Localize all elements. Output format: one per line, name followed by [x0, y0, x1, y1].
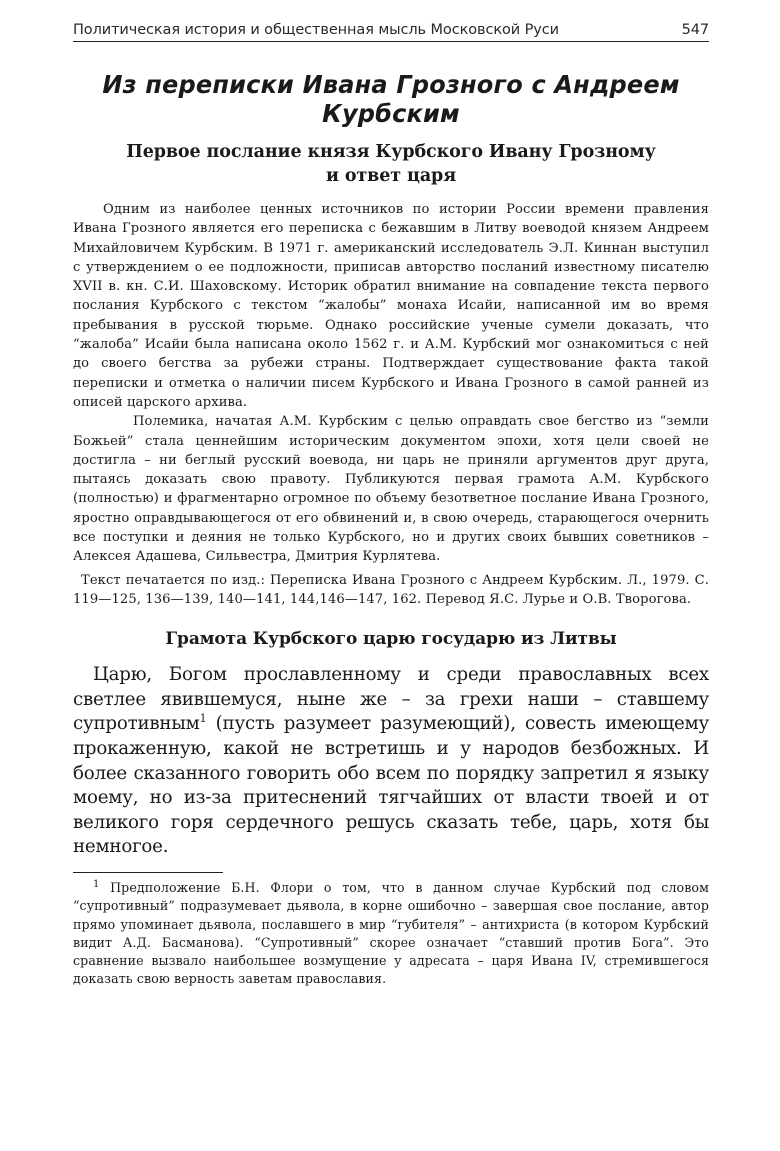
footnote	[73, 879, 709, 989]
footnote-marker: 1	[93, 878, 100, 890]
source-note: Текст печатается по изд.: Переписка Ивана Грозного с Андреем Курбским. Л., 1979. С. 119—125, 136—139, 140—141, 144,146—147, 162. Перевод Я.С. Лурье и О.В. Творогова.	[73, 572, 709, 607]
letter-text-part-1: Царю, Богом прославленному и среди православных всех светлее явившемуся, ныне же – за грехи наши – ставшему супротивным	[73, 664, 709, 735]
footnote-text: Предположение Б.Н. Флори о том, что в данном случае Курбский под словом “супротивный” подразумевает дьявола, в корне ошибочно – завершая свое послание, автор прямо упоминает дьявола, пославшего в мир “губителя” – антихриста (в котором Курбский видит А.Д. Басманова). “Супротивный” скорее означает “ставший против Бога”. Это сравнение вызвало наибольшее возмущение у адресата – царя Ивана IV, стремившегося доказать свою верность заветам православия.	[73, 879, 709, 987]
footnote-reference[interactable]: 1	[199, 712, 207, 726]
running-head	[73, 22, 709, 42]
section-title-line-1: Первое послание князя Курбского Ивану Грозному	[126, 142, 656, 162]
letter-text	[73, 663, 709, 860]
running-head-title: Политическая история и общественная мысль Московской Руси	[73, 22, 559, 38]
footnote-divider	[73, 872, 223, 873]
section-title	[73, 140, 709, 188]
intro-paragraph-2: Полемика, начатая А.М. Курбским с целью оправдать свое бегство из “земли Божьей” стала ценнейшим историческим документом эпохи, хотя цели своей не достигла – ни беглый русский воевода, ни царь не приняли аргументов друг друга, пытаясь доказать свою правоту. Публикуются первая грамота А.М. Курбского (полностью) и фрагментарно огромное по объему безответное послание Ивана Грозного, яростно оправдывающегося от его обвинений и, в свою очередь, старающегося очернить все поступки и деяния не только Курбского, но и других своих бывших советников – Алексея Адашева, Сильвестра, Дмитрия Курлятева.	[73, 414, 709, 565]
introduction	[73, 200, 709, 609]
page-number: 547	[681, 22, 709, 38]
letter-text-part-2: (пусть разумеет разумеющий), совесть имеющему прокаженную, какой не встретишь и у народов безбожных. И более сказанного говорить обо всем по порядку запретил я языку моему, но из-за притеснений тягчайших от власти твоей и от великого горя сердечного решусь сказать тебе, царь, хотя бы немногое.	[73, 713, 709, 858]
gramota-title: Грамота Курбского царю государю из Литвы	[165, 629, 617, 650]
chapter-title: Из переписки Ивана Грозного с Андреем Курбским	[102, 70, 680, 128]
section-title-line-2: и ответ царя	[325, 166, 457, 186]
intro-paragraph-1: Одним из наиболее ценных источников по истории России времени правления Ивана Грозного является его переписка с бежавшим в Литву воеводой князем Андреем Михайловичем Курбским. В 1971 г. американский исследователь Э.Л. Киннан выступил с утверждением о ее подложности, приписав авторство посланий известному писателю XVII в. кн. С.И. Шаховскому. Историк обратил внимание на совпадение текста первого послания Курбского с текстом “жалобы” монаха Исайи, написанной им во время пребывания в русской тюрьме. Однако российские ученые сумели доказать, что “жалоба” Исайи была написана около 1562 г. и А.М. Курбский мог ознакомиться с ней до своего бегства за рубежи страны. Подтверждает существование факта такой переписки и отметка о наличии писем Курбского и Ивана Грозного в самой ранней из описей царского архива.	[73, 202, 709, 410]
book-page	[73, 22, 709, 1001]
